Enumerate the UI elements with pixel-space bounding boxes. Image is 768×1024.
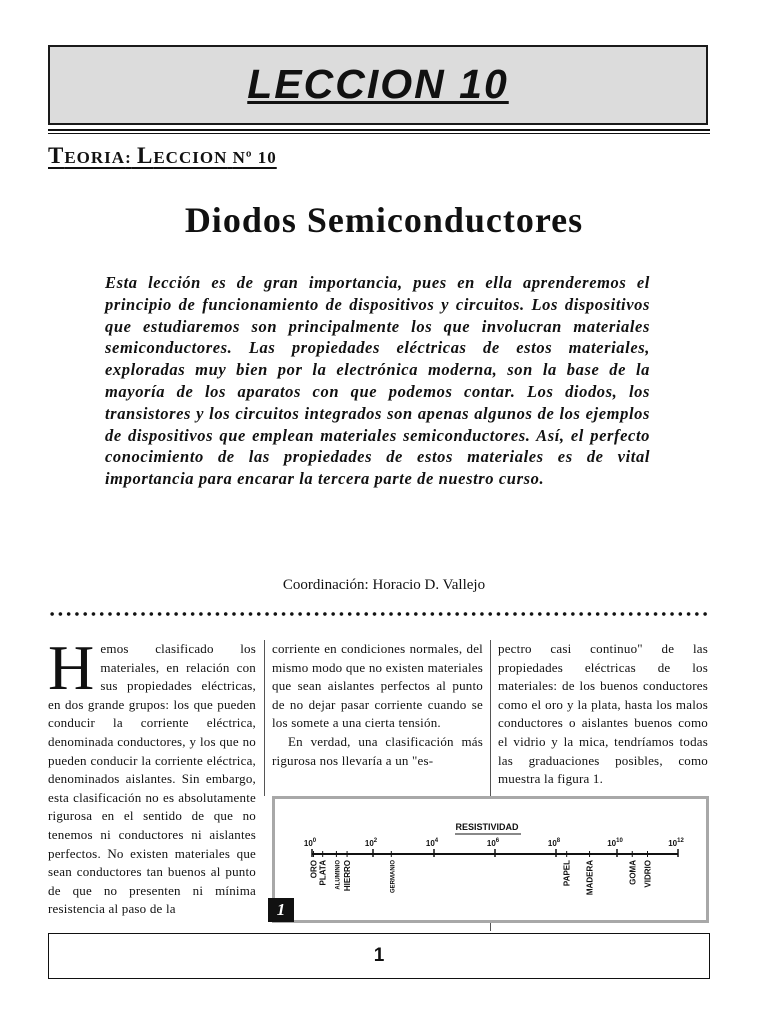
tick-label: $10^{10}$: [607, 838, 623, 848]
column-2-paragraph-1: corriente en condiciones normales, del mismo modo que no existen materiales que sean aislantes perfectos al punto de no dejar pasar corriente cuando se los somete a una cierta tensión.: [272, 641, 483, 731]
page-footer: [48, 933, 710, 979]
material-label: VIDRIO: [643, 860, 653, 888]
dotted-divider: [48, 611, 710, 617]
column-1-text: emos clasificado los materiales, en relación con sus propiedades eléctricas, en dos grande grupos: los que pueden conducir la corriente eléctrica, denominada conductores, y los que no pueden conducir la corriente eléctrica, denominados aislantes. Sin embargo, esta clasificación no es absolutamente rigurosa en el sentido de que no tenemos ni conductores ni aislantes perfectos. No existen materiales que sean conductores tan buenos al punto de que no presenten ni mínima resistencia al paso de la: [48, 641, 256, 917]
column-divider: [264, 640, 265, 796]
material-label: ALUMINIO: [335, 860, 342, 890]
column-2-paragraph-2: En verdad, una clasificación más rigurosa nos llevaría a un "es-: [272, 733, 483, 768]
body-column-1: [48, 632, 256, 919]
body-column-3: pectro casi continuo" de las propiedades eléctricas de los materiales: de los buenos conductores como el oro y la plata, hasta los malos conductores o aislantes buenos como el vidrio y la mica, tendríamos todas las graduaciones posibles, como muestra la figura 1.: [498, 641, 708, 787]
figure-1-resistivity-scale: [272, 796, 709, 923]
page-number: 1: [373, 945, 385, 966]
tick-label: $10^{12}$: [668, 838, 684, 848]
page-title: Diodos Semiconductores: [184, 200, 584, 240]
scale-title: RESISTIVIDAD: [455, 822, 519, 832]
material-label: PAPEL: [562, 860, 572, 887]
column-divider: [490, 923, 491, 931]
drop-cap: H: [48, 632, 95, 703]
tick-label: $10^8$: [547, 838, 561, 848]
lesson-title: LECCION 10: [247, 61, 509, 107]
header-rule: [48, 129, 710, 131]
body-column-2: [272, 640, 483, 770]
material-label: GOMA: [628, 860, 638, 885]
material-label: GERMANIO: [390, 860, 397, 893]
material-label: HIERRO: [343, 860, 353, 892]
tick-label: $10^0$: [303, 838, 317, 848]
material-label: PLATA: [318, 860, 328, 886]
tick-label: $10^4$: [425, 838, 439, 848]
section-heading: TEORIA: LECCION Nº 10: [48, 143, 277, 168]
header-rule-thin: [48, 133, 710, 134]
lesson-banner: [48, 45, 708, 125]
resistivity-scale-diagram: [275, 799, 706, 920]
material-label: ORO: [309, 860, 319, 879]
tick-label: $10^6$: [486, 838, 500, 848]
abstract-paragraph: Esta lección es de gran importancia, pues en ella aprenderemos el principio de funcionamiento de dispositivos y circuitos. Los dispositivos que estudiaremos son principalmente los que involucran materiales semiconductores. Las propiedades eléctricas de estos materiales, exploradas muy bien por la electrónica moderna, son la base de la mayoría de los aparatos con que podemos contar. Los diodos, los transistores y los circuitos integrados son apenas algunos de los ejemplos de dispositivos que emplean materiales semiconductores. Así, el perfecto conocimiento de las propiedades de estos materiales es de vital importancia para encarar la tercera parte de nuestro curso.: [105, 273, 650, 489]
column-divider: [490, 640, 491, 796]
coordination-credit: Coordinación: Horacio D. Vallejo: [282, 577, 486, 593]
material-label: MADERA: [585, 860, 595, 896]
figure-number-tag: 1: [268, 898, 294, 922]
tick-label: $10^2$: [364, 838, 378, 848]
